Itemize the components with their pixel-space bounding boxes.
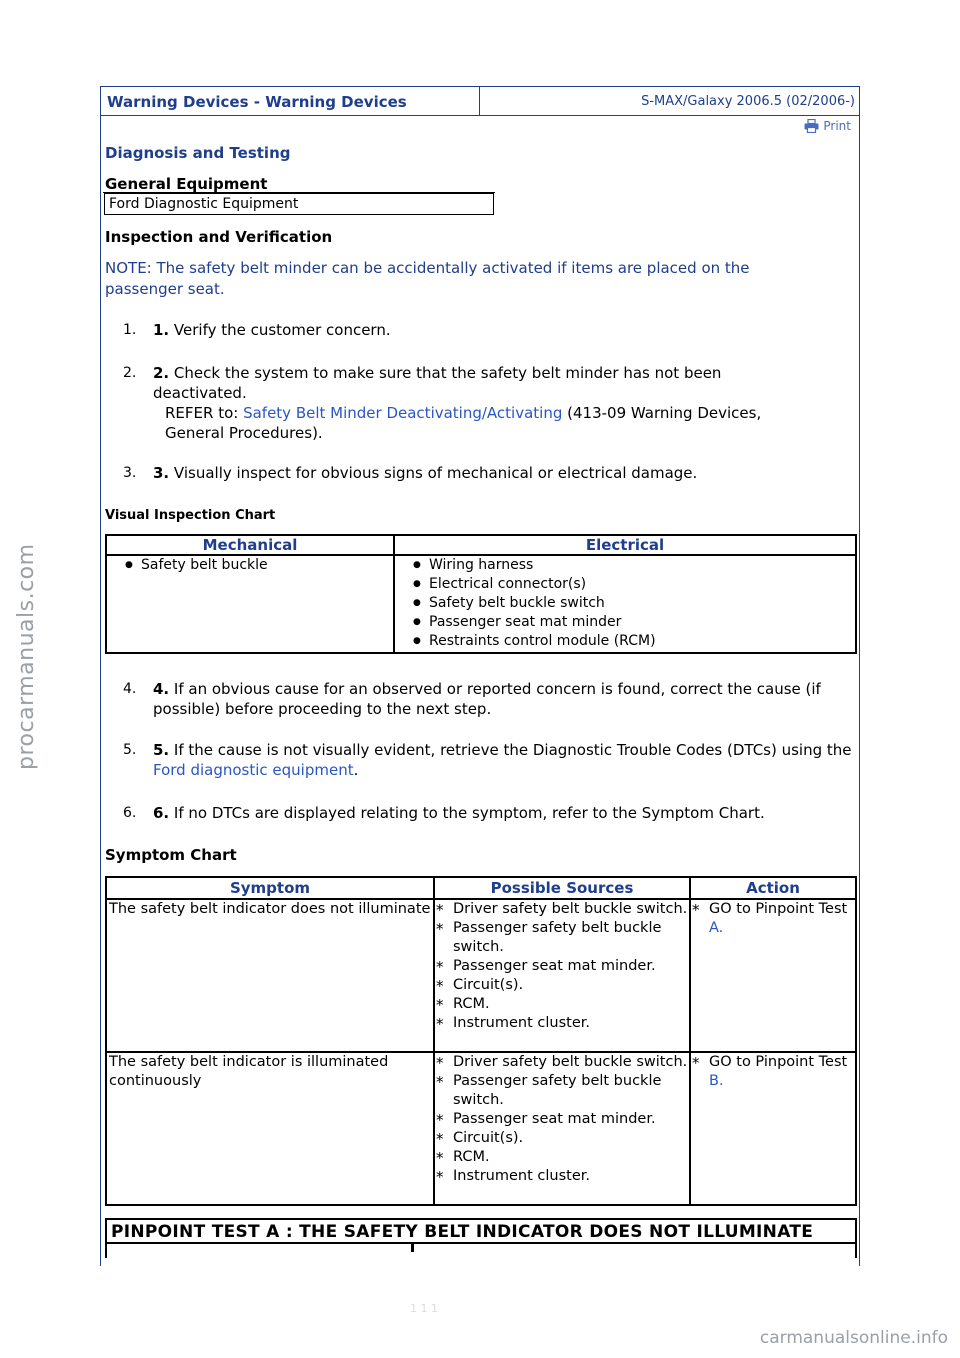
list-item: ● Electrical connector(s)	[395, 575, 855, 594]
mechanical-cell	[106, 555, 394, 653]
column-header-action: Action	[690, 877, 856, 899]
electrical-cell	[394, 555, 856, 653]
step-number: 3.	[123, 465, 137, 481]
step-bold-number: 3.	[153, 464, 170, 482]
manual-page	[100, 86, 860, 1266]
column-header-mechanical: Mechanical	[106, 535, 394, 555]
list-item: * Instrument cluster.	[435, 1167, 689, 1186]
action-text-after: .	[718, 920, 724, 936]
action-cell	[690, 899, 856, 1052]
pinpoint-test-title: PINPOINT TEST A : THE SAFETY BELT INDICATOR DOES NOT ILLUMINATE	[105, 1218, 857, 1244]
safety-belt-minder-link[interactable]: Safety Belt Minder Deactivating/Activating	[243, 404, 563, 422]
column-divider	[411, 1244, 414, 1252]
action-text-after: .	[718, 1073, 724, 1089]
note-text: NOTE: The safety belt minder can be accidentally activated if items are placed on the passenger seat.	[105, 259, 750, 298]
step-text: Verify the customer concern.	[169, 321, 391, 339]
list-item: ● Safety belt buckle switch	[395, 594, 855, 613]
action-item	[691, 900, 855, 938]
list-item: ● Restraints control module (RCM)	[395, 632, 855, 651]
step-text: If no DTCs are displayed relating to the symptom, refer to the Symptom Chart.	[169, 804, 765, 822]
page-title: Warning Devices - Warning Devices	[101, 87, 480, 115]
list-item: * Passenger seat mat minder.	[435, 957, 689, 976]
print-label: Print	[823, 119, 851, 133]
step-bold-number: 1.	[153, 321, 170, 339]
bottom-watermark: carmanualsonline.info	[759, 1328, 948, 1348]
sources-cell	[434, 899, 690, 1052]
list-item: * Circuit(s).	[435, 1129, 689, 1148]
list-item: * Passenger seat mat minder.	[435, 1110, 689, 1129]
step-text: If the cause is not visually evident, retrieve the Diagnostic Trouble Codes (DTCs) using the	[169, 741, 852, 759]
step-2	[101, 363, 861, 443]
list-item: * Circuit(s).	[435, 976, 689, 995]
column-header-electrical: Electrical	[394, 535, 856, 555]
equipment-item: Ford Diagnostic Equipment	[104, 193, 494, 215]
action-text: GO to Pinpoint Test	[709, 901, 848, 917]
list-item: * Passenger safety belt buckle switch.	[435, 919, 689, 957]
refer-line	[153, 403, 813, 443]
symptom-cell: The safety belt indicator does not illuminate	[106, 899, 434, 1052]
printer-icon	[804, 119, 819, 133]
step-3	[101, 463, 861, 483]
step-text: Visually inspect for obvious signs of mechanical or electrical damage.	[169, 464, 698, 482]
section-heading: Diagnosis and Testing	[105, 144, 291, 162]
pinpoint-test-b-link[interactable]: B	[709, 1073, 719, 1089]
step-4	[101, 679, 861, 719]
action-item	[691, 1053, 855, 1091]
step-number: 1.	[123, 322, 137, 338]
list-item: ● Wiring harness	[395, 556, 855, 575]
faint-page-number: 1 1 1	[410, 1302, 438, 1315]
refer-suffix: (413-09 Warning Devices, General Procedures).	[165, 404, 762, 442]
list-item: * Driver safety belt buckle switch.	[435, 900, 689, 919]
model-label: S-MAX/Galaxy 2006.5 (02/2006-)	[641, 94, 855, 109]
step-number: 4.	[123, 681, 137, 697]
visual-inspection-table	[105, 534, 857, 654]
action-text: GO to Pinpoint Test	[709, 1054, 848, 1070]
step-number: 6.	[123, 805, 137, 821]
pinpoint-table-stub	[105, 1244, 857, 1258]
list-item: * Passenger safety belt buckle switch.	[435, 1072, 689, 1110]
sources-cell	[434, 1052, 690, 1205]
step-6	[101, 803, 861, 823]
step-text: If an obvious cause for an observed or reported concern is found, correct the cause (if possible) before proceeding to the next step.	[153, 680, 821, 718]
step-text-after: .	[353, 761, 359, 779]
step-bold-number: 6.	[153, 804, 170, 822]
list-item: * Driver safety belt buckle switch.	[435, 1053, 689, 1072]
table-row	[106, 1052, 856, 1205]
action-cell	[690, 1052, 856, 1205]
list-item: * Instrument cluster.	[435, 1014, 689, 1033]
table-row	[106, 899, 856, 1052]
refer-prefix: REFER to:	[165, 404, 244, 422]
step-number: 2.	[123, 365, 137, 381]
column-header-sources: Possible Sources	[434, 877, 690, 899]
page-header	[101, 86, 859, 116]
ford-diagnostic-equipment-link[interactable]: Ford diagnostic equipment	[153, 761, 354, 779]
symptom-table	[105, 876, 857, 1206]
symptom-chart-title: Symptom Chart	[105, 846, 237, 864]
step-text: Check the system to make sure that the safety belt minder has not been deactivated.	[153, 364, 722, 402]
step-number: 5.	[123, 742, 137, 758]
general-equipment-heading: General Equipment	[105, 175, 268, 193]
side-watermark: procarmanuals.com	[14, 543, 39, 770]
list-item: ● Safety belt buckle	[107, 556, 393, 575]
list-item: ● Passenger seat mat minder	[395, 613, 855, 632]
step-bold-number: 5.	[153, 741, 170, 759]
symptom-cell: The safety belt indicator is illuminated continuously	[106, 1052, 434, 1205]
step-1	[101, 320, 861, 340]
list-item: * RCM.	[435, 995, 689, 1014]
pinpoint-test-a-link[interactable]: A	[709, 920, 719, 936]
step-bold-number: 2.	[153, 364, 170, 382]
column-header-symptom: Symptom	[106, 877, 434, 899]
print-button[interactable]	[804, 119, 851, 133]
list-item: * RCM.	[435, 1148, 689, 1167]
step-bold-number: 4.	[153, 680, 170, 698]
step-5	[101, 740, 861, 780]
visual-chart-title: Visual Inspection Chart	[105, 508, 276, 523]
inspection-heading: Inspection and Verification	[105, 228, 333, 246]
